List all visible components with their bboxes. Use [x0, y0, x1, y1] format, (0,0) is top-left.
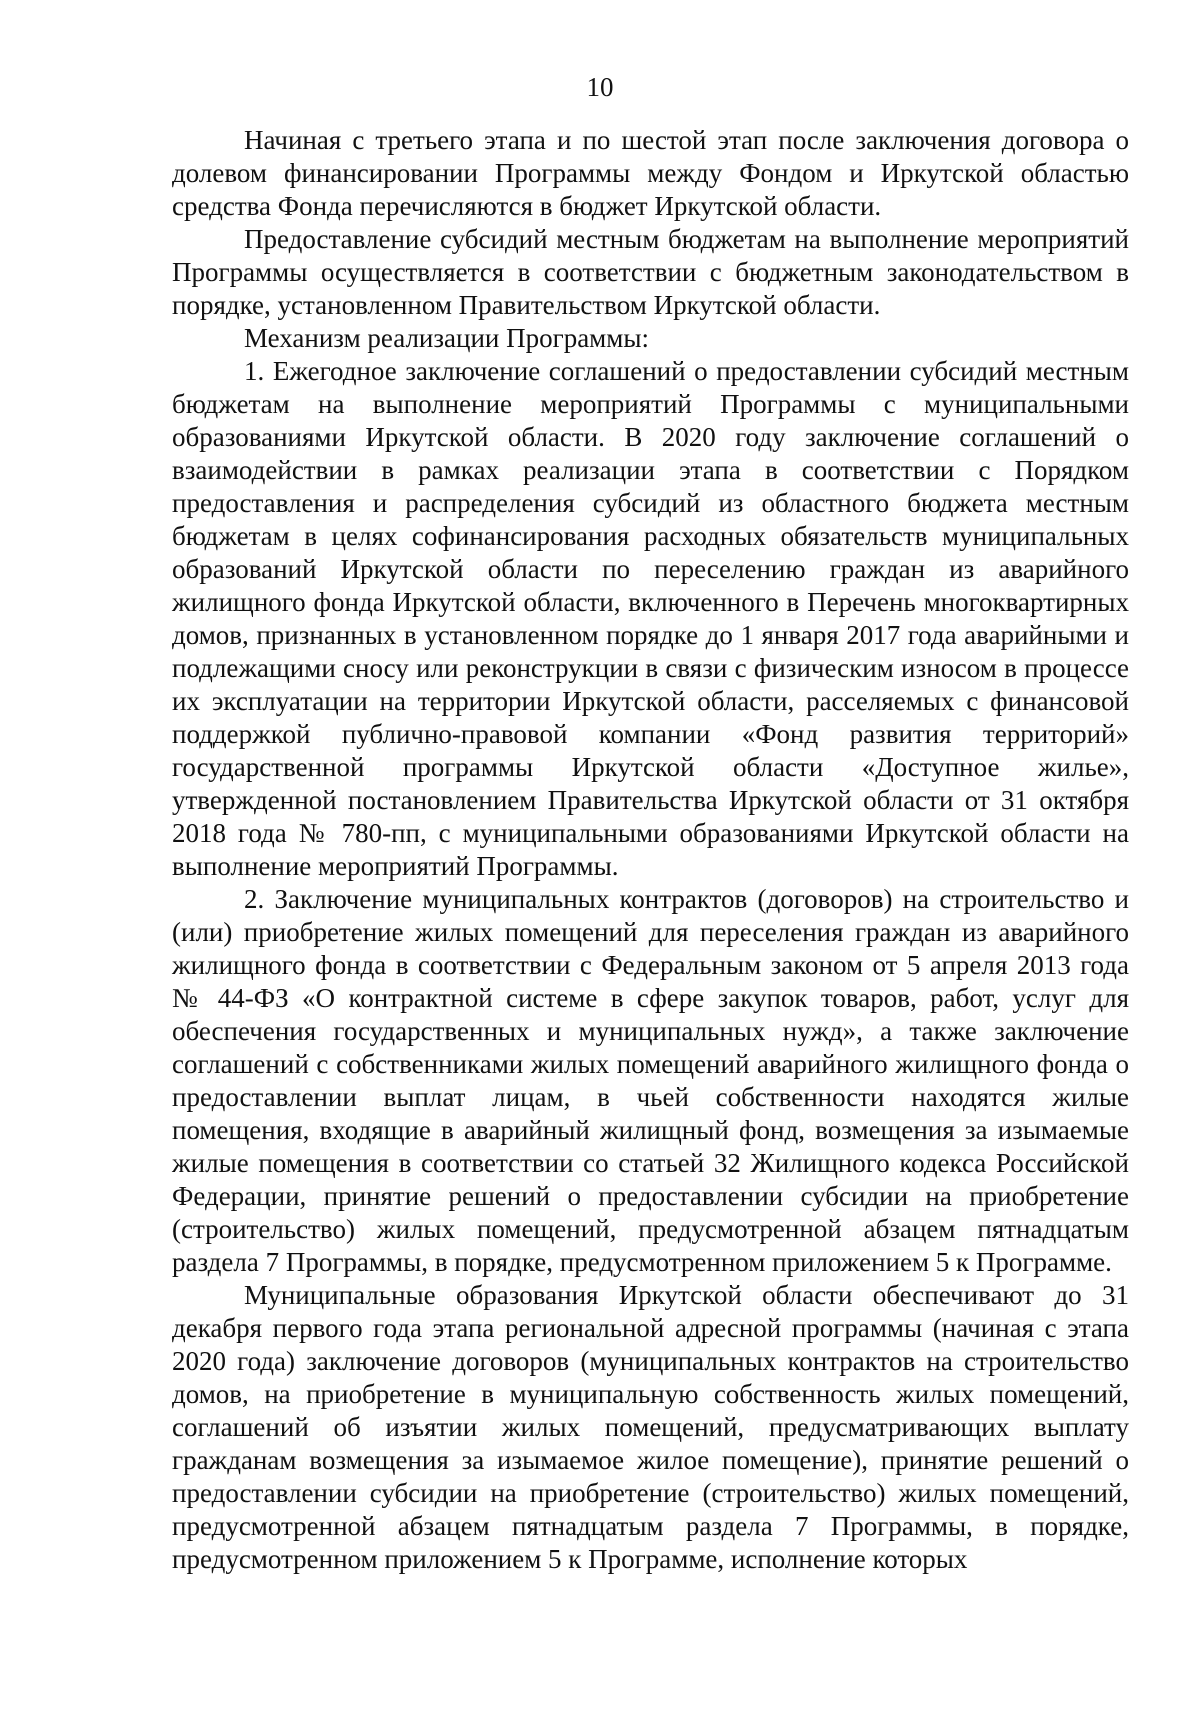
page-number: 10 [586, 72, 614, 102]
paragraph-subsidies: Предоставление субсидий местным бюджетам на выполнение мероприятий Программы осуществляется в соответствии с бюджетным законодательством в порядке, установленном Правительством Иркутской области. [172, 224, 1129, 320]
document-body [172, 124, 1129, 1576]
paragraph-fund-transfer: Начиная с третьего этапа и по шестой этап после заключения договора о долевом финансировании Программы между Фондом и Иркутской областью средства Фонда перечисляются в бюджет Иркутской области. [172, 125, 1129, 221]
paragraph-item-1: 1. Ежегодное заключение соглашений о предоставлении субсидий местным бюджетам на выполнение мероприятий Программы с муниципальными образованиями Иркутской области. В 2020 году заключение соглашений о взаимодействии в рамках реализации этапа в соответствии с Порядком предоставления и распределения субсидий из областного бюджета местным бюджетам в целях софинансирования расходных обязательств муниципальных образований Иркутской области по переселению граждан из аварийного жилищного фонда Иркутской области, включенного в Перечень многоквартирных домов, признанных в установленном порядке до 1 января 2017 года аварийными и подлежащими сносу или реконструкции в связи с физическим износом в процессе их эксплуатации на территории Иркутской области, расселяемых с финансовой поддержкой публично-правовой компании «Фонд развития территорий» государственной программы Иркутской области «Доступное жилье», утвержденной постановлением Правительства Иркутской области от 31 октября 2018 года № 780-пп, с муниципальными образованиями Иркутской области на выполнение мероприятий Программы. [172, 356, 1129, 881]
paragraph-mechanism-heading: Механизм реализации Программы: [244, 323, 649, 353]
paragraph-item-2: 2. Заключение муниципальных контрактов (договоров) на строительство и (или) приобретение жилых помещений для переселения граждан из аварийного жилищного фонда в соответствии с Федеральным законом от 5 апреля 2013 года № 44-ФЗ «О контрактной системе в сфере закупок товаров, работ, услуг для обеспечения государственных и муниципальных нужд», а также заключение соглашений с собственниками жилых помещений аварийного жилищного фонда о предоставлении выплат лицам, в чьей собственности находятся жилые помещения, входящие в аварийный жилищный фонд, возмещения за изымаемые жилые помещения в соответствии со статьей 32 Жилищного кодекса Российской Федерации, принятие решений о предоставлении субсидии на приобретение (строительство) жилых помещений, предусмотренной абзацем пятнадцатым раздела 7 Программы, в порядке, предусмотренном приложением 5 к Программе. [172, 884, 1129, 1277]
paragraph-municipal-obligations: Муниципальные образования Иркутской области обеспечивают до 31 декабря первого года этапа региональной адресной программы (начиная с этапа 2020 года) заключение договоров (муниципальных контрактов на строительство домов, на приобретение в муниципальную собственность жилых помещений, соглашений об изъятии жилых помещений, предусматривающих выплату гражданам возмещения за изымаемое жилое помещение), принятие решений о предоставлении субсидии на приобретение (строительство) жилых помещений, предусмотренной абзацем пятнадцатым раздела 7 Программы, в порядке, предусмотренном приложением 5 к Программе, исполнение которых [172, 1280, 1129, 1574]
